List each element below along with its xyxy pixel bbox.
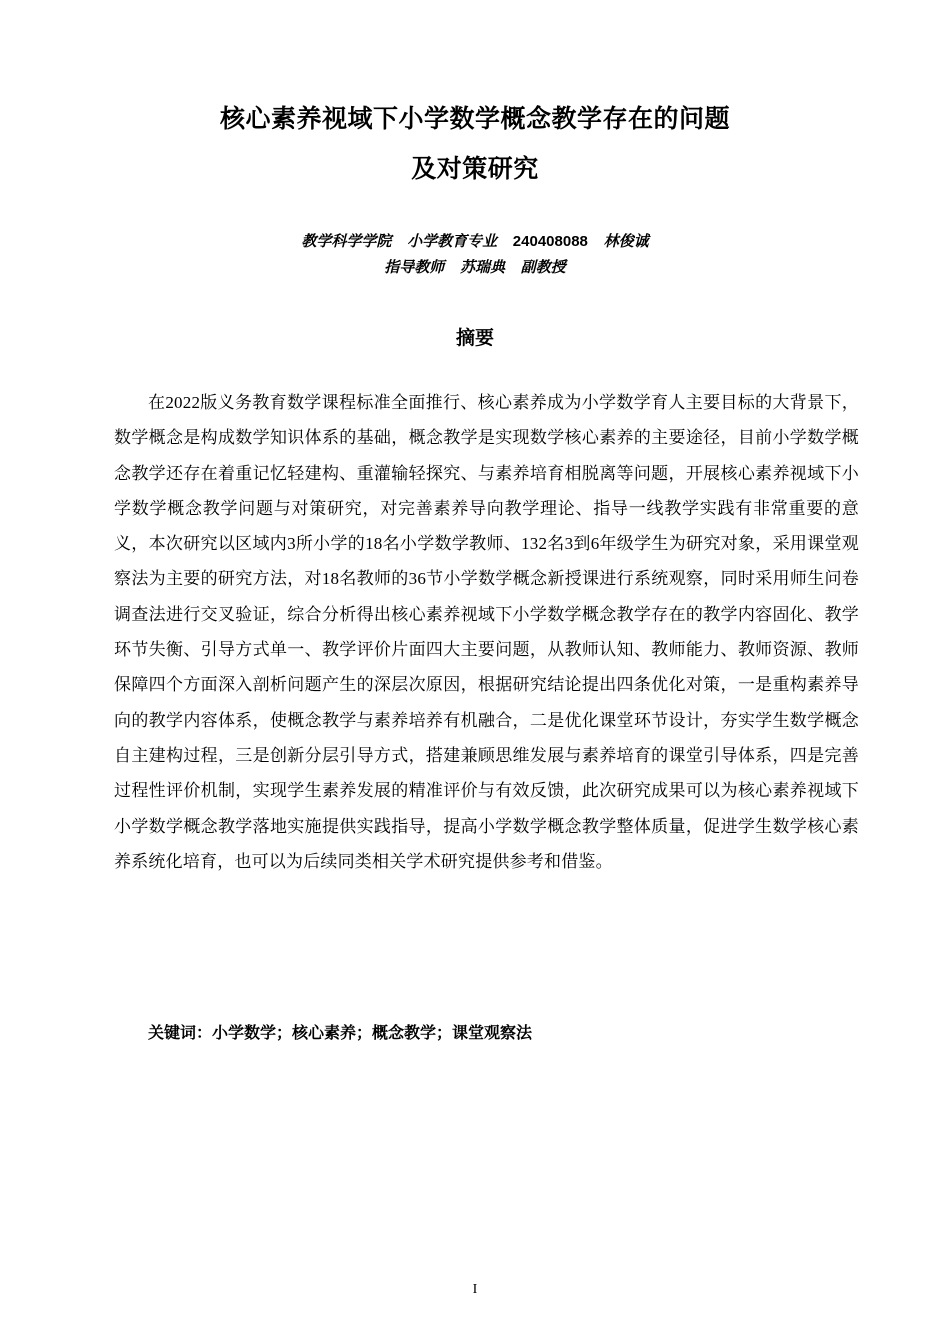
- student-id: 240408088: [512, 233, 588, 250]
- major-name: 小学教育专业: [407, 232, 498, 250]
- advisor-info-line: [0, 255, 950, 279]
- page-number: I: [472, 1282, 478, 1297]
- advisor-label: 指导教师: [384, 258, 445, 276]
- advisor-title: 副教授: [520, 258, 566, 276]
- author-info-line: [0, 229, 950, 254]
- abstract-body: 在2022版义务教育数学课程标准全面推行、核心素养成为小学数学育人主要目标的大背景下，数学概念是构成数学知识体系的基础，概念教学是实现数学核心素养的主要途径，目前小学数学概念教学还存在着重记忆轻建构、重灌输轻探究、与素养培育相脱离等问题，开展核心素养视域下小学数学概念教学问题与对策研究，对完善素养导向教学理论、指导一线教学实践有非常重要的意义，本次研究以区域内3所小学的18名小学数学教师、132名3到6年级学生为研究对象，采用课堂观察法为主要的研究方法，对18名教师的36节小学数学概念新授课进行系统观察，同时采用师生问卷调查法进行交叉验证，综合分析得出核心素养视域下小学数学概念教学存在的教学内容固化、教学环节失衡、引导方式单一、教学评价片面四大主要问题，从教师认知、教师能力、教师资源、教师保障四个方面深入剖析问题产生的深层次原因，根据研究结论提出四条优化对策，一是重构素养导向的教学内容体系，使概念教学与素养培养有机融合，二是优化课堂环节设计，夯实学生数学概念自主建构过程，三是创新分层引导方式，搭建兼顾思维发展与素养培育的课堂引导体系，四是完善过程性评价机制，实现学生素养发展的精准评价与有效反馈，此次研究成果可以为核心素养视域下小学数学概念教学落地实施提供实践指导，提高小学数学概念教学整体质量，促进学生数学核心素养系统化培育，也可以为后续同类相关学术研究提供参考和借鉴。: [114, 393, 859, 871]
- abstract-heading: 摘要: [455, 327, 494, 349]
- college-name: 教学科学学院: [301, 232, 392, 250]
- student-name: 林俊诚: [603, 232, 649, 250]
- keywords-line: 关键词：小学数学；核心素养；概念教学；课堂观察法: [148, 1023, 533, 1042]
- document-title-line-2: 及对策研究: [411, 154, 539, 183]
- document-title-line-1: 核心素养视域下小学数学概念教学存在的问题: [219, 104, 730, 133]
- advisor-name: 苏瑞典: [459, 258, 505, 276]
